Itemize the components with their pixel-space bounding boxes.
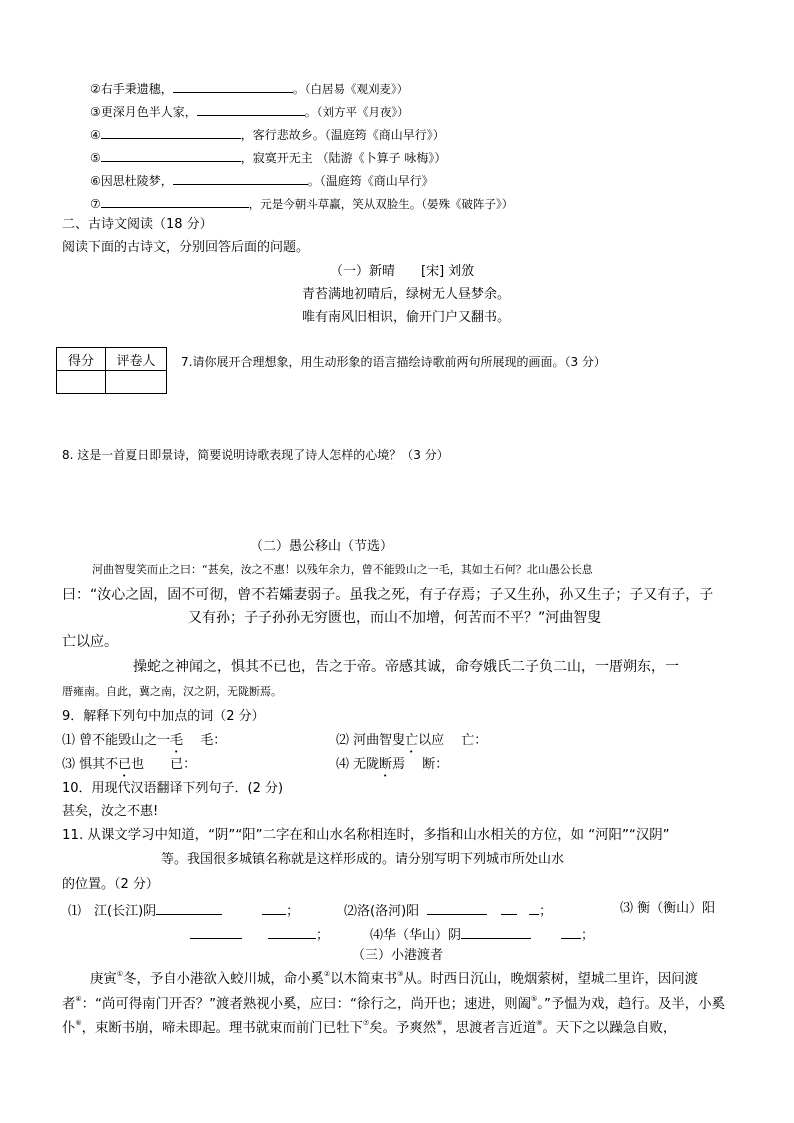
text-run: 从。时西日沉山，晚烟萦树，望城二里许，因问渡 xyxy=(403,972,699,987)
q9-item-2-pre: ⑵ 河曲智叟 xyxy=(336,733,406,748)
q11-answer-3 xyxy=(620,902,715,915)
answer-blank[interactable] xyxy=(529,902,539,915)
score-table xyxy=(56,347,167,394)
fill-in-7-text: ⑦ xyxy=(90,197,101,211)
fill-in-7-end: ，元是今朝斗草赢，笑从双脸生。（晏殊《破阵子》） xyxy=(248,197,514,211)
text-run: 。”予愠为戏，趋行。及半，小奚 xyxy=(537,997,725,1012)
yugong-p2-line1: 操蛇之神闻之，惧其不已也，告之于帝。帝感其诚，命夸娥氏二子负二山，一厝朔东，一 xyxy=(133,659,679,675)
q11-answer-3-label: ⑶ 衡（衡山）阳 xyxy=(620,901,716,916)
answer-blank[interactable] xyxy=(262,902,286,915)
section-instruction: 阅读下面的古诗文，分别回答后面的问题。 xyxy=(62,240,310,255)
q11-answer-3-end: ； xyxy=(316,928,330,943)
fill-in-2-text: ②右手秉遗穗， xyxy=(90,82,173,96)
footnote-mark: ⑧ xyxy=(436,1019,443,1027)
q9-item-2-dotted: 亡 xyxy=(405,733,419,748)
fill-in-6-text: ⑥因思杜陵梦， xyxy=(90,174,173,188)
footnote-mark: ③ xyxy=(397,970,404,978)
q11-answer-1-label: ⑴ 江(长江)阴 xyxy=(68,904,157,919)
fill-in-5-text: ⑤ xyxy=(90,151,101,165)
fill-in-3-text: ③更深月色半人家， xyxy=(90,105,197,119)
question-8: 8. 这是一首夏日即景诗，简要说明诗歌表现了诗人怎样的心境？（3 分） xyxy=(62,448,449,462)
answer-blank[interactable] xyxy=(173,80,293,93)
footnote-mark: ① xyxy=(116,970,124,978)
answer-blank[interactable] xyxy=(501,902,517,915)
question-11-line2: 等。我国很多城镇名称就是这样形成的。请分别写明下列城市所处山水 xyxy=(161,852,565,867)
fill-in-2-end: 。 xyxy=(292,82,305,96)
poem-title: （一）新晴 [宋] 刘攽 xyxy=(330,264,475,279)
fill-in-3 xyxy=(90,103,409,119)
footnote-mark: ⑤ xyxy=(530,995,538,1003)
q11-answer-2-end: ； xyxy=(539,904,553,919)
xiaogang-line2 xyxy=(62,995,725,1012)
q9-item-4-dotted: 断 xyxy=(379,757,393,772)
answer-blank[interactable] xyxy=(461,926,531,939)
grader-cell[interactable] xyxy=(106,371,167,394)
q9-item-2-post: 以应 亡： xyxy=(418,733,488,748)
answer-blank[interactable] xyxy=(190,926,242,939)
poem-line-2: 唯有南风旧相识，偷开门户又翻书。 xyxy=(302,310,511,325)
answer-blank[interactable] xyxy=(101,195,249,208)
question-9-item-3 xyxy=(62,757,196,780)
footnote-mark: ② xyxy=(323,970,331,978)
fill-in-6 xyxy=(90,172,434,187)
fill-in-7 xyxy=(90,195,513,211)
question-9-item-2 xyxy=(336,733,487,756)
grader-header: 评卷人 xyxy=(106,348,167,371)
xiaogang-title: （三）小港渡者 xyxy=(352,948,444,963)
yugong-p1-line2: 曰：“汝心之固，固不可彻，曾不若孀妻弱子。虽我之死，有子存焉；子又生孙，孙又生子；子又有子，子 xyxy=(62,587,714,603)
text-run: 冬，予自小港欲入蛟川城，命小奚 xyxy=(123,972,324,987)
q11-answer-3-cont xyxy=(190,926,329,942)
fill-in-4-end: ，客行悲故乡。（温庭筠《商山早行》） xyxy=(240,128,445,142)
footnote-mark: ⑨ xyxy=(536,1019,543,1027)
answer-blank[interactable] xyxy=(268,926,306,939)
q11-answer-1-end: ； xyxy=(286,904,300,919)
q9-item-3-dotted: 已 xyxy=(118,757,132,772)
text-run: 以木简束书 xyxy=(330,972,398,987)
fill-in-2-source: （白居易《观刈麦》） xyxy=(304,82,409,96)
fill-in-2 xyxy=(90,80,408,96)
footnote-mark: ④ xyxy=(75,995,82,1003)
answer-blank[interactable] xyxy=(561,926,581,939)
q11-answer-2 xyxy=(344,902,552,918)
text-run: 仆 xyxy=(62,1021,76,1036)
answer-blank[interactable] xyxy=(197,103,305,116)
question-9-item-1 xyxy=(62,733,226,756)
question-9-title: 9．解释下列句中加点的词（2 分） xyxy=(62,709,265,724)
answer-blank[interactable] xyxy=(306,926,316,939)
fill-in-5-end: ，寂寞开无主 （陆游《卜算子 咏梅》） xyxy=(240,151,447,165)
yugong-p1-line3: 又有孙；子子孙孙无穷匮也，而山不加增，何苦而不平？”河曲智叟 xyxy=(188,610,602,626)
score-cell[interactable] xyxy=(57,371,106,394)
question-10-sentence: 甚矣，汝之不惠! xyxy=(62,804,159,819)
text-run: 者 xyxy=(62,997,76,1012)
answer-blank[interactable] xyxy=(156,902,222,915)
score-header: 得分 xyxy=(57,348,106,371)
q11-answer-4-label: ⑷华（华山）阴 xyxy=(370,928,462,943)
question-11-line3: 的位置。（2 分） xyxy=(62,877,159,892)
footnote-mark: ⑦ xyxy=(362,1019,370,1027)
yugong-title: （二）愚公移山（节选） xyxy=(250,539,394,554)
q11-answer-2-label: ⑵洛(洛河)阳 xyxy=(344,904,420,919)
question-11-line1: 11. 从课文学习中知道，“阴”“阳”二字在和山水名称相连时，多指和山水相关的方位，如 “河阳”“汉阴” xyxy=(62,828,670,843)
text-run: 矣。予爽然 xyxy=(369,1021,437,1036)
answer-blank[interactable] xyxy=(101,149,241,162)
q11-answer-4-end: ； xyxy=(581,928,595,943)
answer-blank[interactable] xyxy=(101,126,241,139)
q9-item-1-post: 毛： xyxy=(183,733,227,748)
q11-answer-1 xyxy=(68,902,299,918)
fill-in-3-source: （刘方平《月夜》） xyxy=(316,105,409,119)
section-title: 二、古诗文阅读（18 分） xyxy=(62,217,213,232)
answer-blank[interactable] xyxy=(427,902,487,915)
q9-item-1-pre: ⑴ 曾不能毁山之一 xyxy=(62,733,171,748)
poem-line-1: 青苔满地初晴后，绿树无人昼梦余。 xyxy=(302,287,511,302)
q9-item-4-post: 焉 断： xyxy=(392,757,449,772)
footnote-mark: ⑥ xyxy=(75,1019,82,1027)
q11-answer-4 xyxy=(370,926,594,942)
text-run: 。天下之以躁急自败， xyxy=(542,1021,677,1036)
fill-in-4-text: ④ xyxy=(90,128,101,142)
yugong-p2-line2: 厝雍南。自此，冀之南，汉之阴，无陇断焉。 xyxy=(62,685,282,698)
q9-item-4-pre: ⑷ 无陇 xyxy=(336,757,380,772)
text-run: ：“尚可得南门开否？”渡者熟视小奚，应曰：“徐行之，尚开也；速进，则阖 xyxy=(81,997,531,1012)
question-10-title: 10．用现代汉语翻译下列句子．(2 分) xyxy=(62,781,284,796)
fill-in-6-end: 。（温庭筠《商山早行》 xyxy=(307,174,434,188)
yugong-p1-line1: 河曲智叟笑而止之曰：“甚矣，汝之不惠！以残年余力，曾不能毁山之一毛，其如土石何？北山愚公长息 xyxy=(92,563,593,576)
yugong-p1-line4: 亡以应。 xyxy=(62,634,118,650)
q9-item-3-pre: ⑶ 惧其不 xyxy=(62,757,119,772)
q9-item-1-dotted: 毛 xyxy=(170,733,184,748)
answer-blank[interactable] xyxy=(173,172,308,185)
fill-in-4 xyxy=(90,126,445,141)
question-7: 7.请你展开合理想象，用生动形象的语言描绘诗歌前两句所展现的画面。（3 分） xyxy=(181,355,606,369)
fill-in-3-end: 。 xyxy=(304,105,317,119)
text-run: ，思渡者言近道 xyxy=(442,1021,537,1036)
fill-in-5 xyxy=(90,149,446,164)
text-run: 庚寅 xyxy=(90,972,117,987)
q9-item-3-post: 也 已： xyxy=(131,757,197,772)
xiaogang-line1 xyxy=(90,970,699,987)
text-run: ，束断书崩，啼未即起。理书就束而前门已牡下 xyxy=(81,1021,363,1036)
question-9-item-4 xyxy=(336,757,448,780)
xiaogang-line3 xyxy=(62,1019,677,1036)
